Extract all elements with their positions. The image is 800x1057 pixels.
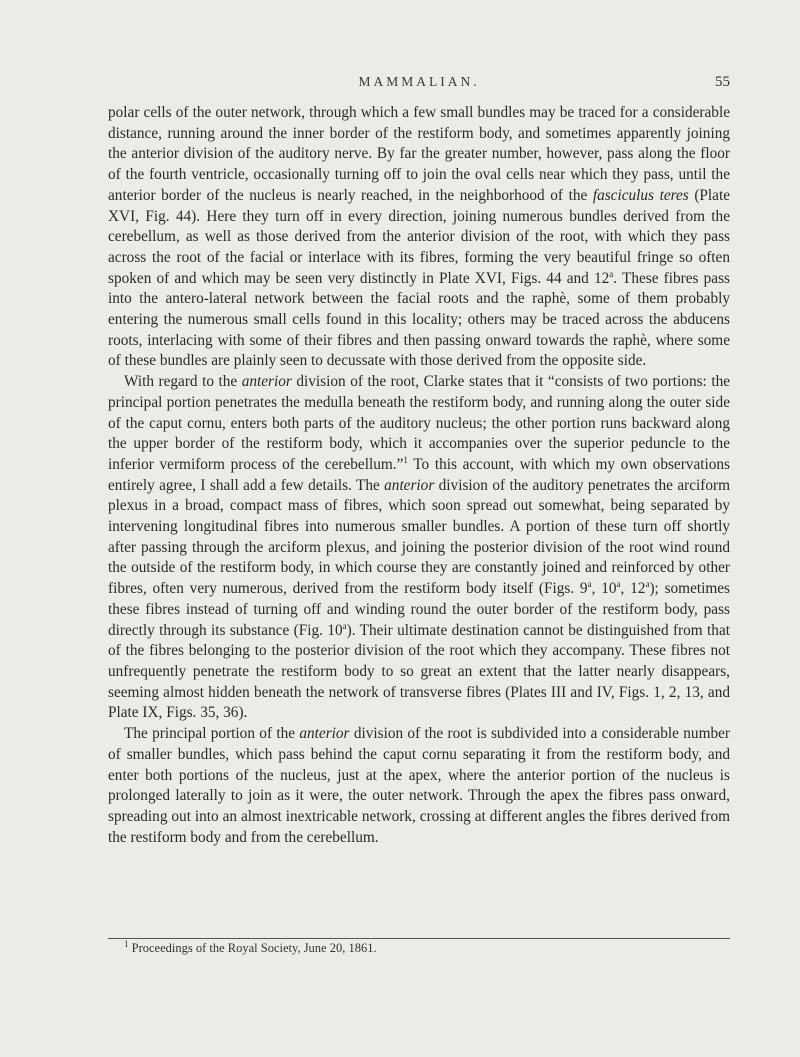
- paragraph: The principal portion of the anterior division of the root is subdivided into a considerable number of smaller bundles, which pass behind the caput cornu separating it from the restiform body, and enter both portions of the nucleus, just at the apex, where the anterior portion of the nucleus is prolonged laterally to join as it were, the outer network. Through the apex the fibres pass onward, spreading out into an almost inextricable network, crossing at different angles the fibres derived from the restiform body and from the cerebellum.: [108, 725, 730, 846]
- superscript: a: [342, 620, 347, 631]
- superscript: a: [587, 579, 592, 590]
- italic-term: fasciculus teres: [592, 186, 689, 204]
- footnote-text: Proceedings of the Royal Society, June 20, 1861.: [128, 941, 377, 955]
- italic-term: anterior: [384, 476, 435, 494]
- page-number: 55: [715, 74, 730, 90]
- running-head: MAMMALIAN.: [358, 74, 480, 89]
- footnote-marker: 1: [124, 938, 129, 949]
- footnote-divider: [108, 938, 730, 939]
- page-header: [108, 74, 730, 96]
- body-text: [108, 103, 730, 848]
- superscript: 1: [403, 454, 408, 465]
- footnote: [124, 938, 730, 956]
- superscript: a: [609, 268, 614, 279]
- paragraph: With regard to the anterior division of the root, Clarke states that it “consists of two portions: the principal portion penetrates the medulla beneath the restiform body, and running along the outer side of the caput cornu, enters both parts of the auditory nucleus; the other portion runs backward along the upper border of the restiform body, which it accompanies over the superior peduncle to the inferior vermiform process of the cerebellum.”$^1$ To this account, with which my own observations entirely agree, I shall add a few details. The anterior division of the auditory penetrates the arciform plexus in a broad, compact mass of fibres, which soon spread out somewhat, being separated by intervening longitudinal fibres into numerous smaller bundles. A portion of these turn off shortly after passing through the arciform plexus, and joining the posterior division of the root wind round the outside of the restiform body, in which course they are constantly joined and reinforced by other fibres, often very numerous, derived from the restiform body itself (Figs. 9$^a$, 10$^a$, 12$^a$); sometimes these fibres instead of turning off and winding round the outer border of the restiform body, pass directly through its substance (Fig. 10$^a$). Their ultimate destination cannot be distinguished from that of the fibres belonging to the posterior division of the root which they accompany. These fibres not unfrequently penetrate the restiform body to so great an extent that the latter nearly disappears, seeming almost hidden beneath the network of transverse fibres (Plates III and IV, Figs. 1, 2, 13, and Plate IX, Figs. 35, 36).: [108, 373, 731, 722]
- paragraph: polar cells of the outer network, through which a few small bundles may be traced for a considerable distance, running around the inner border of the restiform body, and sometimes apparently joining the anterior division of the auditory nerve. By far the greater number, however, pass along the floor of the fourth ventricle, occasionally turning off to join the oval cells near which they pass, until the anterior border of the nucleus is nearly reached, in the neighborhood of the fasciculus teres (Plate XVI, Fig. 44). Here they turn off in every direction, joining numerous bundles derived from the cerebellum, as well as those derived from the anterior division of the root, with which they pass across the root of the facial or interlace with its fibres, forming the very beautiful fringe so often spoken of and which may be seen very distinctly in Plate XVI, Figs. 44 and 12$^a$. These fibres pass into the antero-lateral network between the facial roots and the raphè, some of them probably entering the numerous small cells found in this locality; others may be traced across the abducens roots, interlacing with some of their fibres and then passing onward towards the raphè, where some of these bundles are plainly seen to decussate with those derived from the opposite side.: [108, 104, 730, 370]
- superscript: a: [645, 579, 650, 590]
- superscript: a: [616, 579, 621, 590]
- italic-term: anterior: [299, 725, 350, 743]
- italic-term: anterior: [241, 373, 292, 391]
